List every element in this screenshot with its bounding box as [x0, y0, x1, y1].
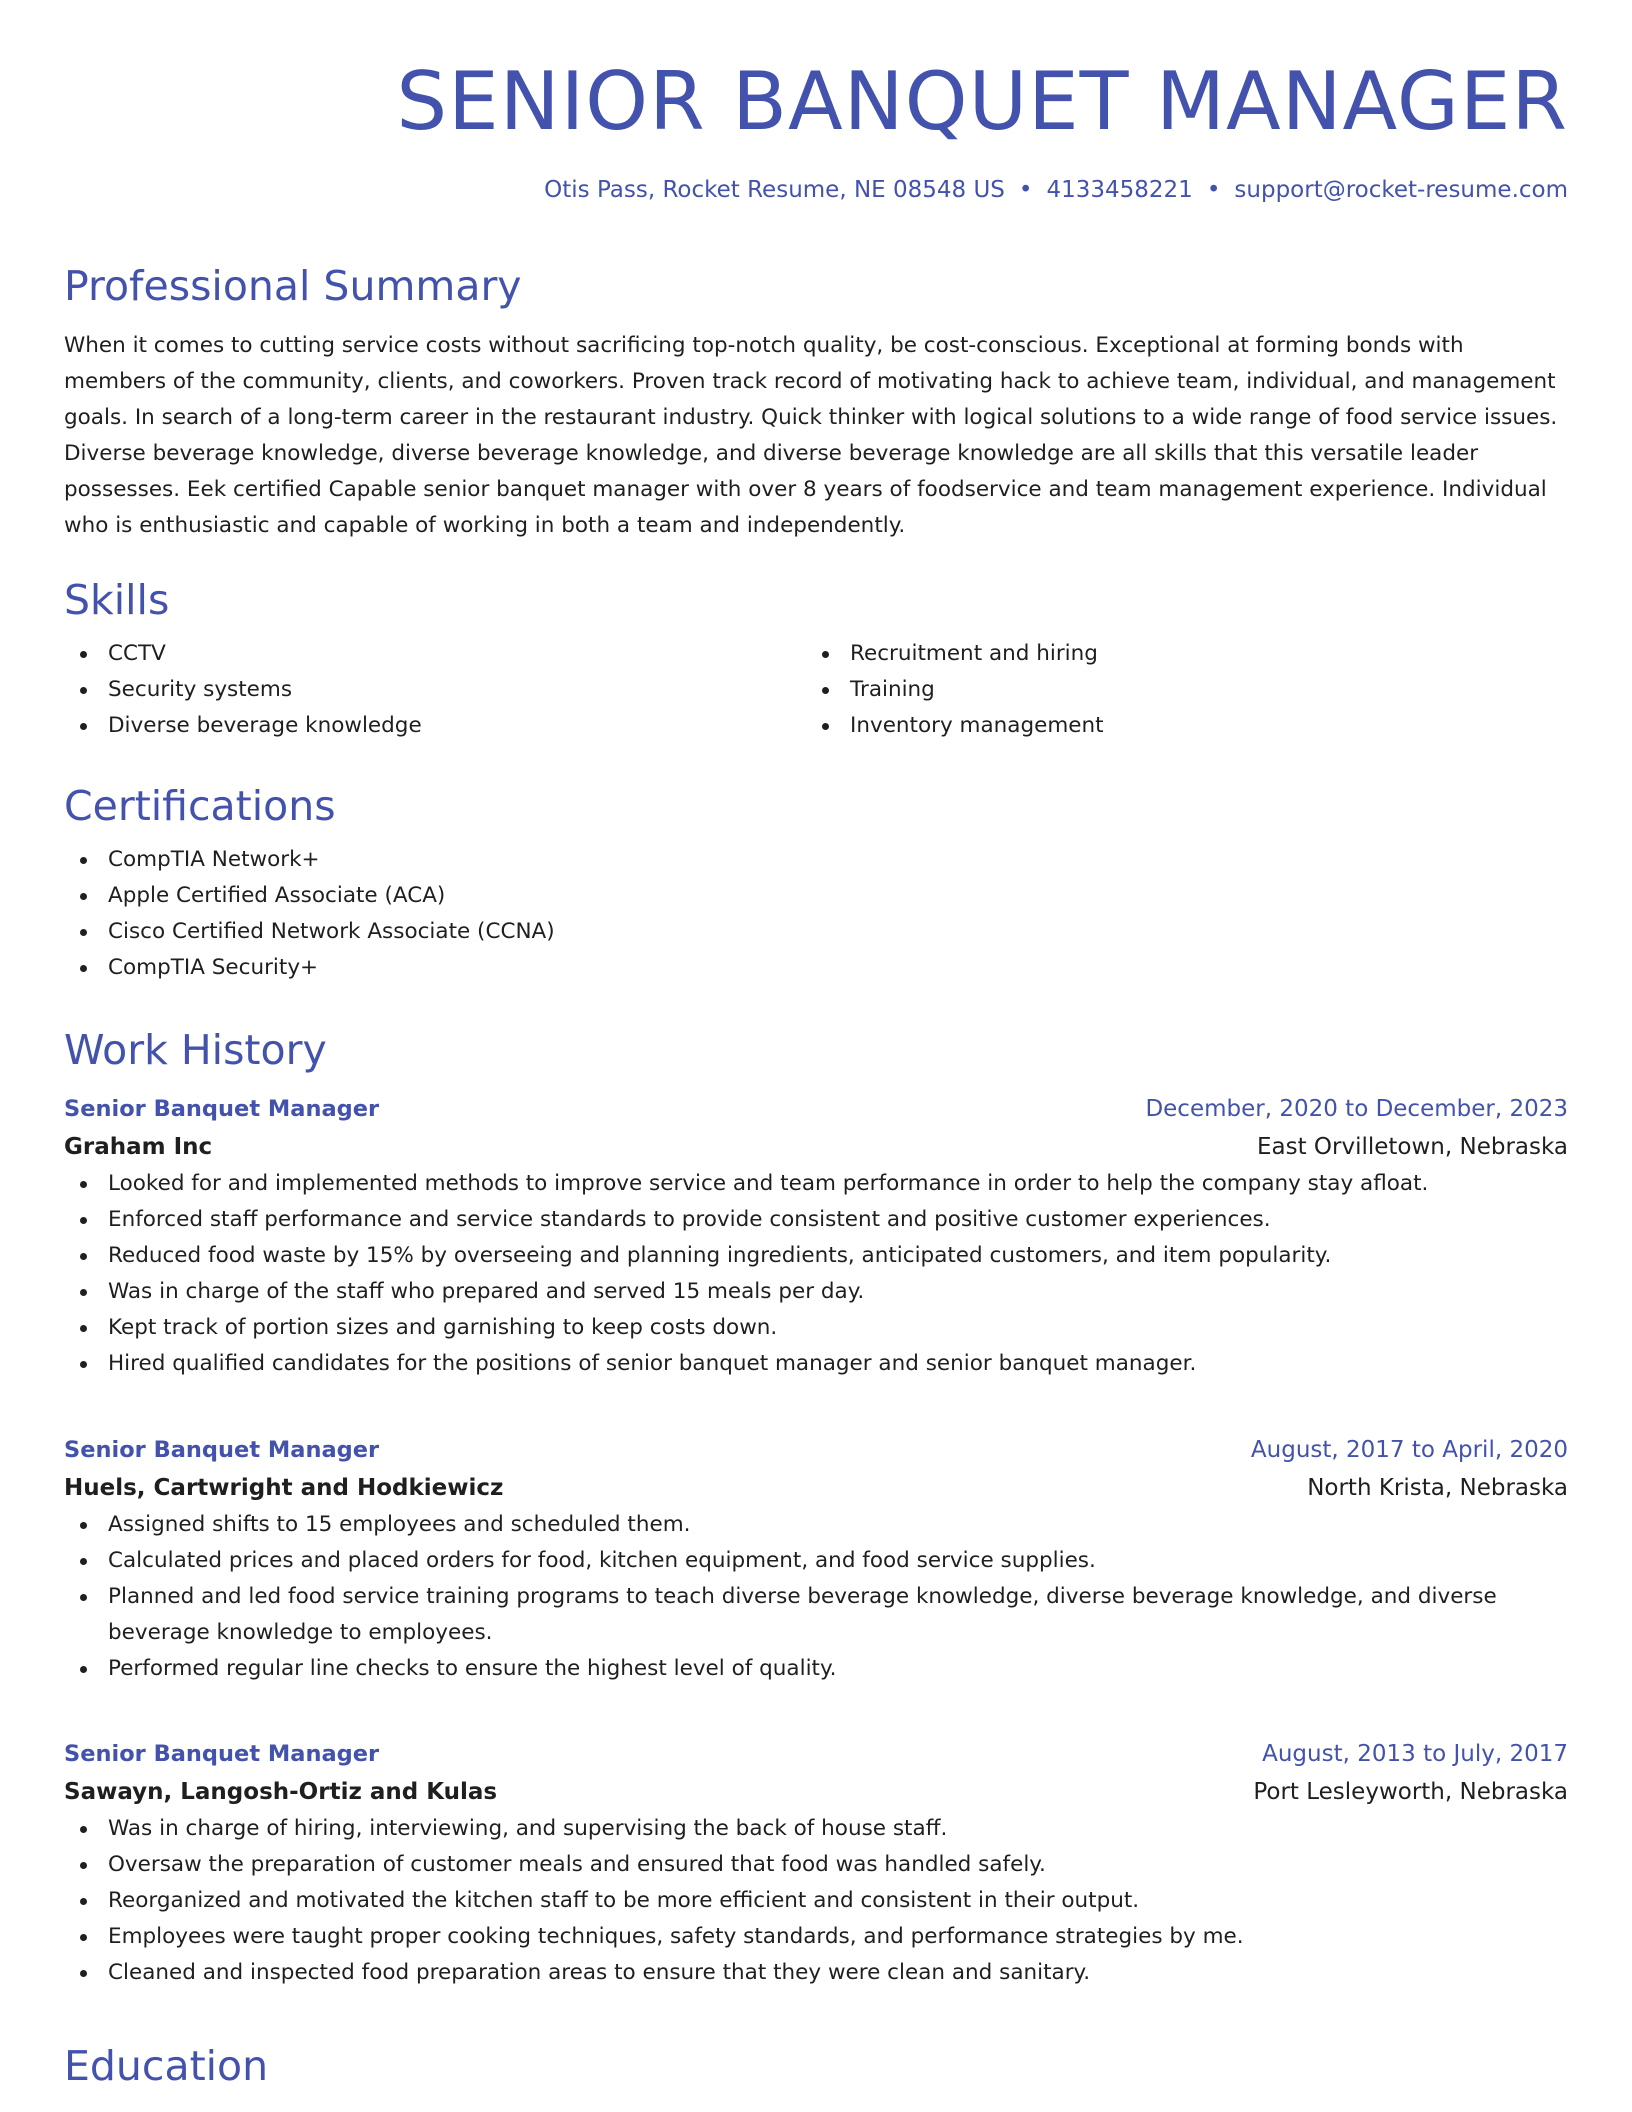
job-title: Senior Banquet Manager: [64, 1096, 380, 1122]
skill-item: Security systems: [64, 672, 806, 708]
skill-item: CCTV: [64, 636, 806, 672]
job-location: East Orvilletown, Nebraska: [1256, 1134, 1568, 1160]
contact-separator: •: [1018, 177, 1033, 203]
job-company: Huels, Cartwright and Hodkiewicz: [64, 1475, 504, 1501]
certification-item: CompTIA Security+: [64, 950, 1568, 986]
job-company: Graham Inc: [64, 1134, 213, 1160]
work-history-section: [64, 1024, 1568, 1076]
job-bullet: Planned and led food service training programs to teach diverse beverage knowledge, diverse beverage knowledge, and diverse beverage knowledge to employees.: [64, 1579, 1568, 1651]
skills-list-left: [64, 636, 806, 744]
skill-item: Diverse beverage knowledge: [64, 708, 806, 744]
certification-item: CompTIA Network+: [64, 842, 1568, 878]
skills-heading: Skills: [64, 576, 170, 624]
job-company: Sawayn, Langosh-Ortiz and Kulas: [64, 1779, 498, 1805]
job-dates: August, 2017 to April, 2020: [1250, 1437, 1568, 1463]
job-title: Senior Banquet Manager: [64, 1741, 380, 1767]
job-entry: [64, 1735, 1568, 1991]
job-bullet: Oversaw the preparation of customer meals and ensured that food was handled safely.: [64, 1847, 1568, 1883]
job-bullet: Enforced staff performance and service standards to provide consistent and positive customer experiences.: [64, 1202, 1568, 1238]
job-company-row: [64, 1469, 1568, 1507]
contact-phone: 4133458221: [1046, 177, 1193, 203]
certifications-list: [64, 842, 1568, 986]
skill-item: Inventory management: [806, 708, 1548, 744]
contact-line: [64, 174, 1568, 206]
skills-section: [64, 574, 1568, 744]
job-bullets: [64, 1811, 1568, 1991]
job-company-row: [64, 1773, 1568, 1811]
resume-page: [64, 0, 1568, 2090]
job-bullet: Calculated prices and placed orders for food, kitchen equipment, and food service supplies.: [64, 1543, 1568, 1579]
job-dates: December, 2020 to December, 2023: [1145, 1096, 1568, 1122]
job-location: Port Lesleyworth, Nebraska: [1253, 1779, 1568, 1805]
job-location: North Krista, Nebraska: [1307, 1475, 1568, 1501]
job-bullets: [64, 1166, 1568, 1382]
job-company-row: [64, 1128, 1568, 1166]
job-bullets: [64, 1507, 1568, 1687]
job-bullet: Cleaned and inspected food preparation areas to ensure that they were clean and sanitary.: [64, 1955, 1568, 1991]
contact-email: support@rocket-resume.com: [1234, 177, 1568, 203]
skill-item: Training: [806, 672, 1548, 708]
contact-separator: •: [1206, 177, 1221, 203]
job-bullet: Assigned shifts to 15 employees and scheduled them.: [64, 1507, 1568, 1543]
job-bullet: Was in charge of hiring, interviewing, and supervising the back of house staff.: [64, 1811, 1568, 1847]
job-dates: August, 2013 to July, 2017: [1262, 1741, 1568, 1767]
job-bullet: Reduced food waste by 15% by overseeing and planning ingredients, anticipated customers, and item popularity.: [64, 1238, 1568, 1274]
skills-list-right: [806, 636, 1548, 744]
certification-item: Apple Certified Associate (ACA): [64, 878, 1568, 914]
job-bullet: Hired qualified candidates for the positions of senior banquet manager and senior banquet manager.: [64, 1346, 1568, 1382]
job-bullet: Employees were taught proper cooking techniques, safety standards, and performance strategies by me.: [64, 1919, 1568, 1955]
job-bullet: Kept track of portion sizes and garnishing to keep costs down.: [64, 1310, 1568, 1346]
work-history-heading: Work History: [64, 1026, 327, 1074]
job-entry: [64, 1431, 1568, 1687]
certifications-heading: Certifications: [64, 782, 336, 830]
skills-columns: [64, 636, 1568, 744]
job-header-row: [64, 1735, 1568, 1773]
job-bullet: Reorganized and motivated the kitchen staff to be more efficient and consistent in their output.: [64, 1883, 1568, 1919]
summary-heading: Professional Summary: [64, 262, 522, 310]
job-title: Senior Banquet Manager: [64, 1437, 380, 1463]
job-bullet: Was in charge of the staff who prepared and served 15 meals per day.: [64, 1274, 1568, 1310]
contact-address: Otis Pass, Rocket Resume, NE 08548 US: [544, 177, 1005, 203]
job-bullet: Performed regular line checks to ensure the highest level of quality.: [64, 1651, 1568, 1687]
certifications-section: [64, 780, 1568, 986]
summary-section: [64, 260, 1568, 544]
resume-title: SENIOR BANQUET MANAGER: [396, 55, 1568, 148]
job-entry: [64, 1090, 1568, 1382]
education-section: [64, 2040, 1568, 2092]
skill-item: Recruitment and hiring: [806, 636, 1548, 672]
job-header-row: [64, 1090, 1568, 1128]
summary-text: When it comes to cutting service costs without sacrificing top-notch quality, be cost-conscious. Exceptional at forming bonds with members of the community, clients, and coworkers. Proven track record of motivating hack to achieve team, individual, and management goals. In search of a long-term career in the restaurant industry. Quick thinker with logical solutions to a wide range of food service issues. Diverse beverage knowledge, diverse beverage knowledge, and diverse beverage knowledge are all skills that this versatile leader possesses. Eek certified Capable senior banquet manager with over 8 years of foodservice and team management experience. Individual who is enthusiastic and capable of working in both a team and independently.: [64, 333, 1558, 538]
job-header-row: [64, 1431, 1568, 1469]
education-heading: Education: [64, 2042, 269, 2090]
job-bullet: Looked for and implemented methods to improve service and team performance in order to help the company stay afloat.: [64, 1166, 1568, 1202]
certification-item: Cisco Certified Network Associate (CCNA): [64, 914, 1568, 950]
